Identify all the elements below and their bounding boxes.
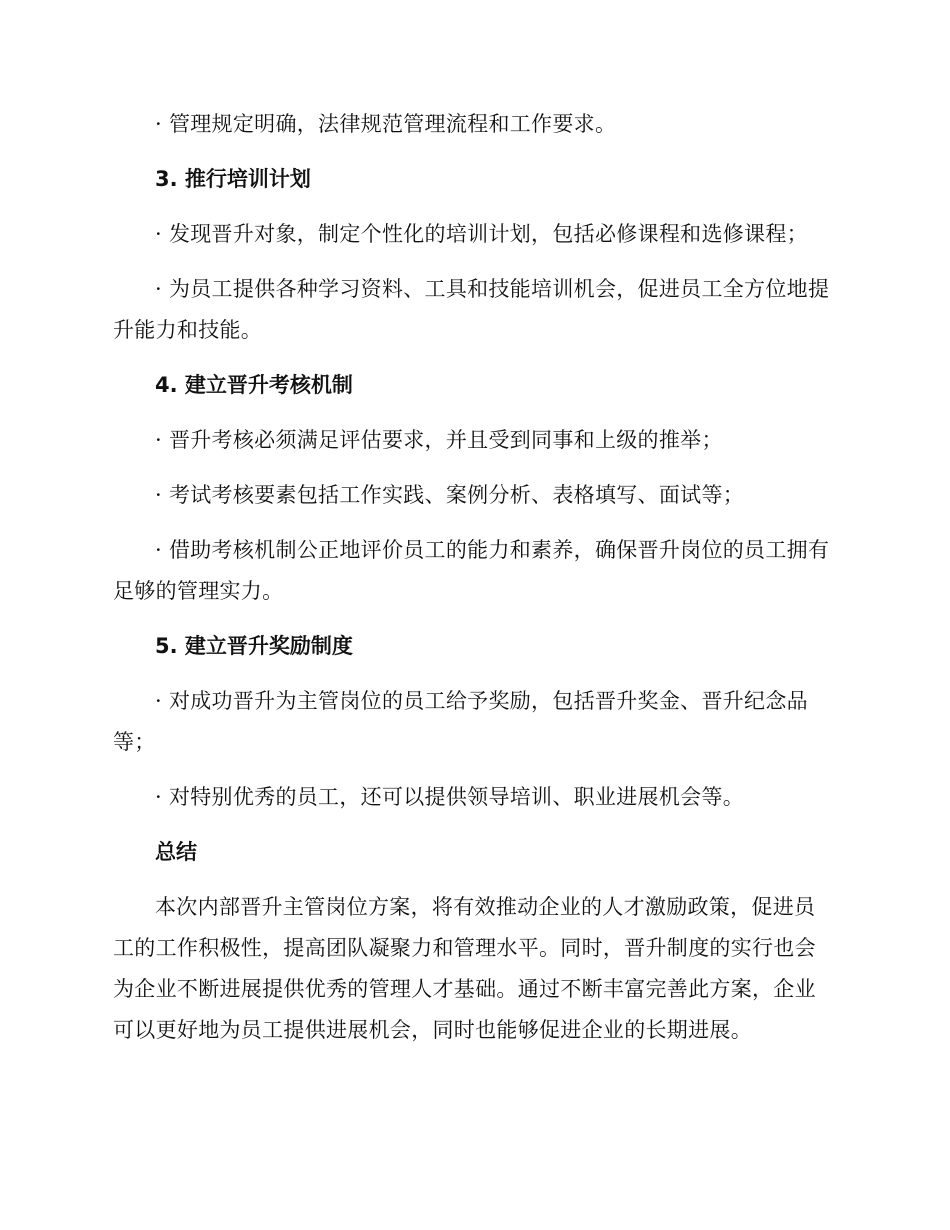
section-heading: 4. 建立晋升考核机制 [155, 373, 353, 397]
paragraph: · 管理规定明确，法律规范管理流程和工作要求。 [155, 112, 617, 136]
paragraph: · 考试考核要素包括工作实践、案例分析、表格填写、面试等； [155, 483, 745, 507]
paragraph: · 借助考核机制公正地评价员工的能力和素养，确保晋升岗位的员工拥有足够的管理实力。 [113, 538, 830, 603]
document-page [113, 104, 833, 1065]
paragraph: · 发现晋升对象，制定个性化的培训计划，包括必修课程和选修课程； [155, 222, 808, 246]
section-heading: 3. 推行培训计划 [155, 167, 311, 191]
section-heading: 5. 建立晋升奖励制度 [155, 634, 353, 658]
section-heading: 总结 [155, 840, 197, 864]
paragraph: · 对成功晋升为主管岗位的员工给予奖励，包括晋升奖金、晋升纪念品等； [113, 689, 808, 754]
paragraph: · 对特别优秀的员工，还可以提供领导培训、职业进展机会等。 [155, 785, 745, 809]
summary-paragraph: 本次内部晋升主管岗位方案，将有效推动企业的人才激励政策，促进员工的工作积极性，提高团队凝聚力和管理水平。同时，晋升制度的实行也会为企业不断进展提供优秀的管理人才基础。通过不断丰富完善此方案，企业可以更好地为员工提供进展机会，同时也能够促进企业的长期进展。 [113, 895, 816, 1042]
paragraph: · 晋升考核必须满足评估要求，并且受到同事和上级的推举； [155, 428, 723, 452]
paragraph: · 为员工提供各种学习资料、工具和技能培训机会，促进员工全方位地提升能力和技能。 [113, 277, 830, 342]
